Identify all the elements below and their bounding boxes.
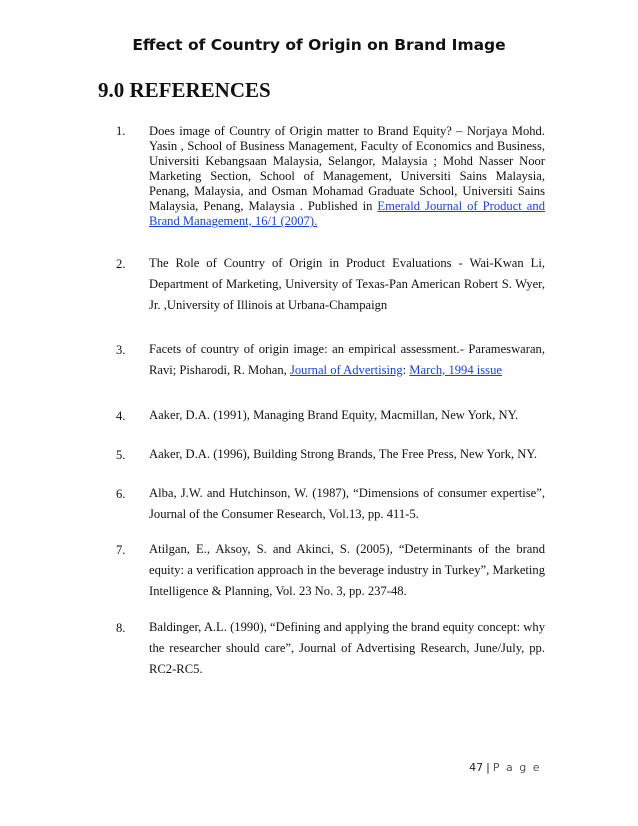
page-label: P a g e: [492, 761, 541, 774]
reference-text: Does image of Country of Origin matter to Brand Equity? – Norjaya Mohd. Yasin , School of Business Management, Faculty of Economics and Business, Universiti Kebangsaan Malaysia, Selangor, Malaysia ; Mohd Nasser Noor Marketing Section, School of Management, Universiti Sains Malaysia, Penang, Malaysia, and Osman Mohamad Graduate School, Universiti Sains Malaysia, Penang, Malaysia . Published in Emerald Journal of Product and Brand Management, 16/1 (2007).: [149, 124, 545, 228]
reference-text: Aaker, D.A. (1996), Building Strong Brands, The Free Press, New York, NY.: [149, 447, 538, 461]
reference-text: Aaker, D.A. (1991), Managing Brand Equity, Macmillan, New York, NY.: [149, 408, 519, 422]
page-footer: [469, 761, 541, 774]
reference-text: The Role of Country of Origin in Product Evaluations - Wai-Kwan Li, Department of Marketing, University of Texas-Pan American Robert S. Wyer, Jr. ,University of Illinois at Urbana-Champaign: [149, 256, 545, 312]
reference-number: 2.: [116, 257, 126, 271]
reference-number: 7.: [116, 543, 126, 557]
reference-number: 5.: [116, 448, 126, 462]
page-number: 47: [469, 761, 484, 774]
reference-number: 3.: [116, 343, 126, 357]
reference-text: Facets of country of origin image: an empirical assessment.- Parameswaran, Ravi; Pisharodi, R. Mohan, Journal of Advertising: March, 1994 issue: [149, 342, 545, 377]
section-title: 9.0 REFERENCES: [98, 78, 271, 102]
reference-number: 6.: [116, 487, 126, 501]
reference-text: Baldinger, A.L. (1990), “Defining and applying the brand equity concept: why the researcher should care”, Journal of Advertising Research, June/July, pp. RC2-RC5.: [149, 620, 545, 676]
issue-link[interactable]: March, 1994 issue: [409, 363, 502, 377]
journal-link[interactable]: Journal of Advertising: [289, 363, 403, 377]
reference-text: Atilgan, E., Aksoy, S. and Akinci, S. (2005), “Determinants of the brand equity: a verification approach in the beverage industry in Turkey”, Marketing Intelligence & Planning, Vol. 23 No. 3, pp. 237-48.: [149, 542, 545, 598]
journal-link[interactable]: Emerald Journal of Product and Brand Management, 16/1 (2007).: [149, 199, 545, 228]
reference-number: 8.: [116, 621, 126, 635]
reference-number: 4.: [116, 409, 126, 423]
footer-separator: |: [486, 761, 490, 774]
running-header: Effect of Country of Origin on Brand Image: [132, 36, 506, 54]
reference-text: Alba, J.W. and Hutchinson, W. (1987), “Dimensions of consumer expertise”, Journal of the Consumer Research, Vol.13, pp. 411-5.: [149, 486, 545, 521]
reference-number: 1.: [116, 124, 126, 138]
